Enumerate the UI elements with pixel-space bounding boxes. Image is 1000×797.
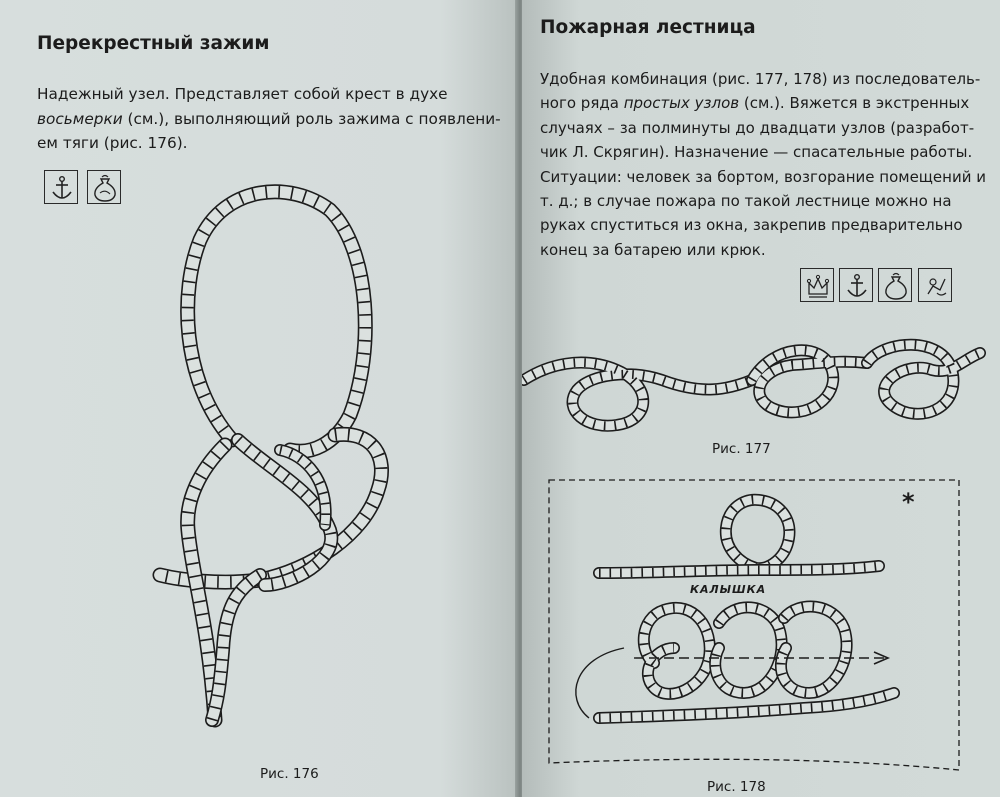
right-page-title: Пожарная лестница [540,17,756,38]
crown-icon [800,268,834,302]
figure-178-dashed-frame [549,480,959,770]
figure-176-caption: Рис. 176 [260,766,319,782]
sack-icon [878,268,912,302]
figure-178-end-curve [576,648,624,718]
figure-176-knot-illustration [140,180,440,740]
figure-178-label: КАЛЫШКА [690,583,767,596]
right-page [522,0,1000,797]
anchor-icon [44,170,78,204]
rope-main-loop [188,192,366,451]
figure-177-caption: Рис. 177 [712,441,771,457]
anchor-icon [839,268,873,302]
rope-ring-2 [715,607,781,693]
rope-ring-1 [644,608,710,694]
sack-icon [87,170,121,204]
left-page-paragraph: Надежный узел. Представляет собой крест в духе восьмерки (см.), выполняющий роль зажима с появлени- ем тяги (рис. 176). [37,85,501,152]
rope-knot-3 [867,345,980,414]
figure-178-caption: Рис. 178 [707,779,766,795]
rope-inner-wrap [238,440,331,585]
rope-ring-3 [781,607,847,693]
left-page-title: Перекрестный зажим [37,33,270,54]
figure-178-mark: * [902,488,915,516]
figure-178-illustration [544,478,964,778]
rope-kalyshka-line [599,566,879,573]
rope-knot-1 [524,363,752,426]
right-page-paragraph: Удобная комбинация (рис. 177, 178) из последователь- ного ряда простых узлов (см.). Вяжется в экстренных случаях – за полминуты до двадцати узлов (разработ- чик Л. Скрягин). Назначение — спасательные работы. Ситуации: человек за бортом, возгорание помещений и т. д.; в случае пожара по такой лестнице можно на руках спуститься из окна, закрепив предварительно конец за батарею или крюк. [540,70,986,259]
rope-knot-2 [752,350,867,412]
figure-177-fire-ladder-illustration [522,325,982,435]
climbing-icon [918,268,952,302]
rope-kalyshka-loop [726,500,790,568]
rope-running-end [212,575,260,720]
